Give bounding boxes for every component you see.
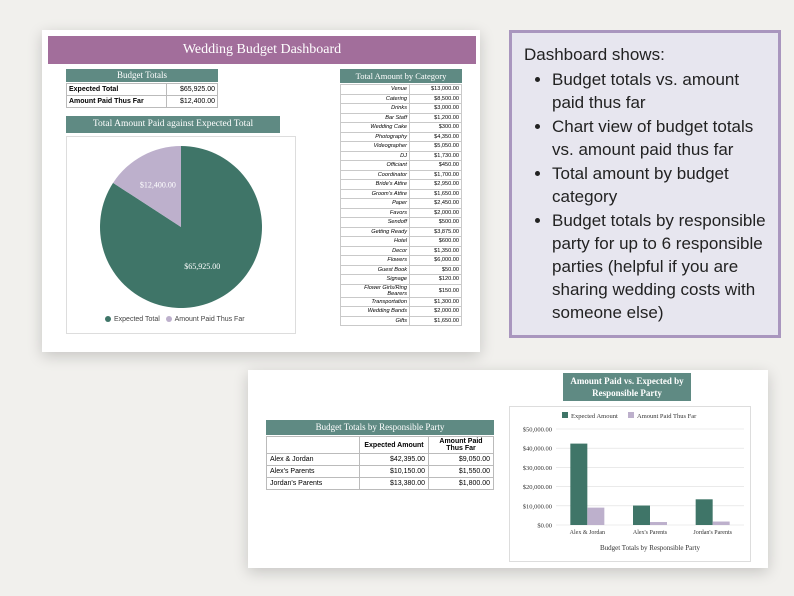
category-label: Bar Staff — [341, 113, 410, 123]
category-value: $1,200.00 — [410, 113, 462, 123]
table-row — [341, 307, 462, 317]
table-row — [341, 316, 462, 326]
column-header: Expected Amount — [360, 437, 429, 454]
category-value: $5,050.00 — [410, 142, 462, 152]
category-label: Groom's Attire — [341, 189, 410, 199]
category-label: Venue — [341, 85, 410, 95]
paid-amount: $1,550.00 — [429, 466, 494, 478]
table-row — [341, 256, 462, 266]
expected-amount: $13,380.00 — [360, 478, 429, 490]
legend-dot-paid — [166, 316, 172, 322]
x-tick-label: Jordan's Parents — [693, 530, 732, 536]
dashboard-card — [42, 30, 480, 352]
legend-dot-expected — [105, 316, 111, 322]
x-tick-label: Alex & Jordan — [569, 530, 605, 536]
expected-amount: $10,150.00 — [360, 466, 429, 478]
row-value: $65,925.00 — [167, 84, 218, 96]
x-axis-label: Budget Totals by Responsible Party — [599, 544, 701, 552]
table-row — [267, 454, 494, 466]
table-row — [341, 246, 462, 256]
pie-heading: Total Amount Paid against Expected Total — [66, 116, 280, 133]
dashboard-title: Wedding Budget Dashboard — [48, 36, 476, 64]
category-label: Wedding Cake — [341, 123, 410, 133]
category-value: $2,450.00 — [410, 199, 462, 209]
category-label: Flower Girls/Ring Bearers — [341, 284, 410, 297]
category-label: Catering — [341, 94, 410, 104]
category-value: $1,700.00 — [410, 170, 462, 180]
category-value: $1,350.00 — [410, 246, 462, 256]
legend-label: Amount Paid Thus Far — [637, 413, 697, 420]
table-row — [341, 199, 462, 209]
category-value: $6,000.00 — [410, 256, 462, 266]
category-label: Decor — [341, 246, 410, 256]
callout-bullet: • Budget totals vs. amount paid thus far — [552, 68, 766, 114]
table-row — [341, 113, 462, 123]
party-name: Jordan's Parents — [267, 478, 360, 490]
bar — [587, 508, 604, 525]
category-label: Drinks — [341, 104, 410, 114]
category-label: Guest Book — [341, 265, 410, 275]
category-label: Videographer — [341, 142, 410, 152]
table-row — [341, 85, 462, 95]
category-label: Bride's Attire — [341, 180, 410, 190]
category-value: $4,350.00 — [410, 132, 462, 142]
bar — [696, 499, 713, 525]
category-label: Signage — [341, 275, 410, 285]
table-row — [341, 275, 462, 285]
pie-chart-frame — [66, 136, 296, 334]
table-row — [341, 208, 462, 218]
category-label: Transportation — [341, 297, 410, 307]
pie-data-label: $65,925.00 — [184, 262, 221, 272]
y-tick-label: $40,000.00 — [522, 445, 552, 453]
category-value: $3,875.00 — [410, 227, 462, 237]
expected-amount: $42,395.00 — [360, 454, 429, 466]
category-value: $2,000.00 — [410, 307, 462, 317]
y-tick-label: $20,000.00 — [522, 484, 552, 492]
party-name: Alex's Parents — [267, 466, 360, 478]
table-row — [341, 227, 462, 237]
category-value: $120.00 — [410, 275, 462, 285]
bar-chart-frame — [509, 406, 751, 562]
column-header: Amount Paid Thus Far — [429, 437, 494, 454]
table-row — [341, 94, 462, 104]
table-row — [341, 237, 462, 247]
category-value: $50.00 — [410, 265, 462, 275]
row-label: Amount Paid Thus Far — [67, 96, 167, 108]
table-row — [341, 104, 462, 114]
table-row — [341, 218, 462, 228]
bar-chart-heading: Amount Paid vs. Expected by Responsible Party — [563, 373, 691, 401]
table-row — [67, 96, 218, 108]
pie-chart — [67, 137, 295, 333]
row-label: Expected Total — [67, 84, 167, 96]
paid-amount: $9,050.00 — [429, 454, 494, 466]
bar — [570, 444, 587, 525]
legend-swatch — [562, 412, 568, 418]
category-label: Flowers — [341, 256, 410, 266]
legend-label: Expected Amount — [571, 413, 618, 420]
category-value: $1,650.00 — [410, 189, 462, 199]
category-label: Hotel — [341, 237, 410, 247]
y-tick-label: $0.00 — [537, 522, 552, 530]
pie-legend — [105, 316, 245, 323]
table-row — [341, 170, 462, 180]
y-tick-label: $50,000.00 — [522, 426, 552, 434]
category-heading: Total Amount by Category — [340, 69, 462, 83]
legend-swatch — [628, 412, 634, 418]
table-row — [341, 142, 462, 152]
callout-title: Dashboard shows: — [524, 45, 665, 64]
table-row — [341, 189, 462, 199]
budget-totals-table — [66, 83, 218, 108]
callout-bullet: • Total amount by budget category — [552, 162, 766, 208]
category-label: Sendoff — [341, 218, 410, 228]
category-value: $450.00 — [410, 161, 462, 171]
table-header-row — [267, 437, 494, 454]
table-row — [341, 265, 462, 275]
legend-label: Expected Total — [114, 316, 160, 323]
category-value: $13,000.00 — [410, 85, 462, 95]
table-row — [67, 84, 218, 96]
category-value: $2,950.00 — [410, 180, 462, 190]
responsible-party-card — [248, 370, 768, 568]
table-row — [341, 132, 462, 142]
table-row — [341, 297, 462, 307]
bar — [713, 522, 730, 525]
table-row — [341, 284, 462, 297]
category-label: Getting Ready — [341, 227, 410, 237]
responsible-heading: Budget Totals by Responsible Party — [266, 420, 494, 435]
category-label: Gifts — [341, 316, 410, 326]
table-row — [341, 123, 462, 133]
category-value: $500.00 — [410, 218, 462, 228]
category-label: Coordinator — [341, 170, 410, 180]
responsible-table — [266, 436, 494, 490]
category-value: $600.00 — [410, 237, 462, 247]
category-label: Paper — [341, 199, 410, 209]
party-name: Alex & Jordan — [267, 454, 360, 466]
budget-totals-heading: Budget Totals — [66, 69, 218, 82]
callout-bullet: • Chart view of budget totals vs. amount paid thus far — [552, 115, 766, 161]
table-row — [267, 466, 494, 478]
pie-data-label: $12,400.00 — [139, 180, 176, 190]
category-label: Photography — [341, 132, 410, 142]
y-tick-label: $10,000.00 — [522, 503, 552, 511]
category-label: Wedding Bands — [341, 307, 410, 317]
category-value: $300.00 — [410, 123, 462, 133]
callout-panel — [509, 30, 781, 338]
column-header — [267, 437, 360, 454]
bar-chart — [510, 407, 750, 561]
legend-label: Amount Paid Thus Far — [174, 316, 245, 323]
category-value: $8,500.00 — [410, 94, 462, 104]
table-row — [341, 180, 462, 190]
category-value: $2,000.00 — [410, 208, 462, 218]
paid-amount: $1,800.00 — [429, 478, 494, 490]
callout-list — [524, 68, 766, 324]
category-value: $150.00 — [410, 284, 462, 297]
category-table — [340, 84, 462, 326]
bar — [633, 506, 650, 525]
category-label: Officiant — [341, 161, 410, 171]
callout-bullet: • Budget totals by responsible party for up to 6 responsible parties (helpful if you are sharing wedding costs with someone else) — [552, 209, 766, 324]
y-tick-label: $30,000.00 — [522, 464, 552, 472]
bar — [650, 522, 667, 525]
table-row — [341, 161, 462, 171]
row-value: $12,400.00 — [167, 96, 218, 108]
x-tick-label: Alex's Parents — [632, 530, 668, 536]
table-row — [341, 151, 462, 161]
category-label: DJ — [341, 151, 410, 161]
category-value: $3,000.00 — [410, 104, 462, 114]
category-value: $1,300.00 — [410, 297, 462, 307]
table-row — [267, 478, 494, 490]
category-value: $1,650.00 — [410, 316, 462, 326]
category-label: Favors — [341, 208, 410, 218]
category-value: $1,730.00 — [410, 151, 462, 161]
